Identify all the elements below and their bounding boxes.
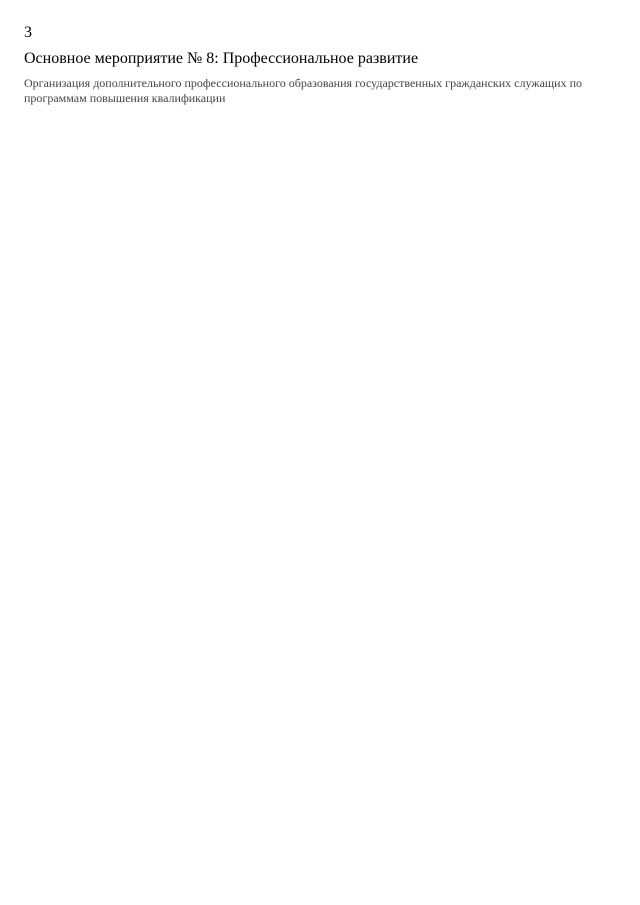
document-note: Организация дополнительного профессионального образования государственных гражданских служащих по программам повышения квалификации: [24, 76, 583, 105]
page-number: 3: [24, 24, 32, 41]
document-title: Основное мероприятие № 8: Профессиональное развитие: [24, 50, 419, 67]
